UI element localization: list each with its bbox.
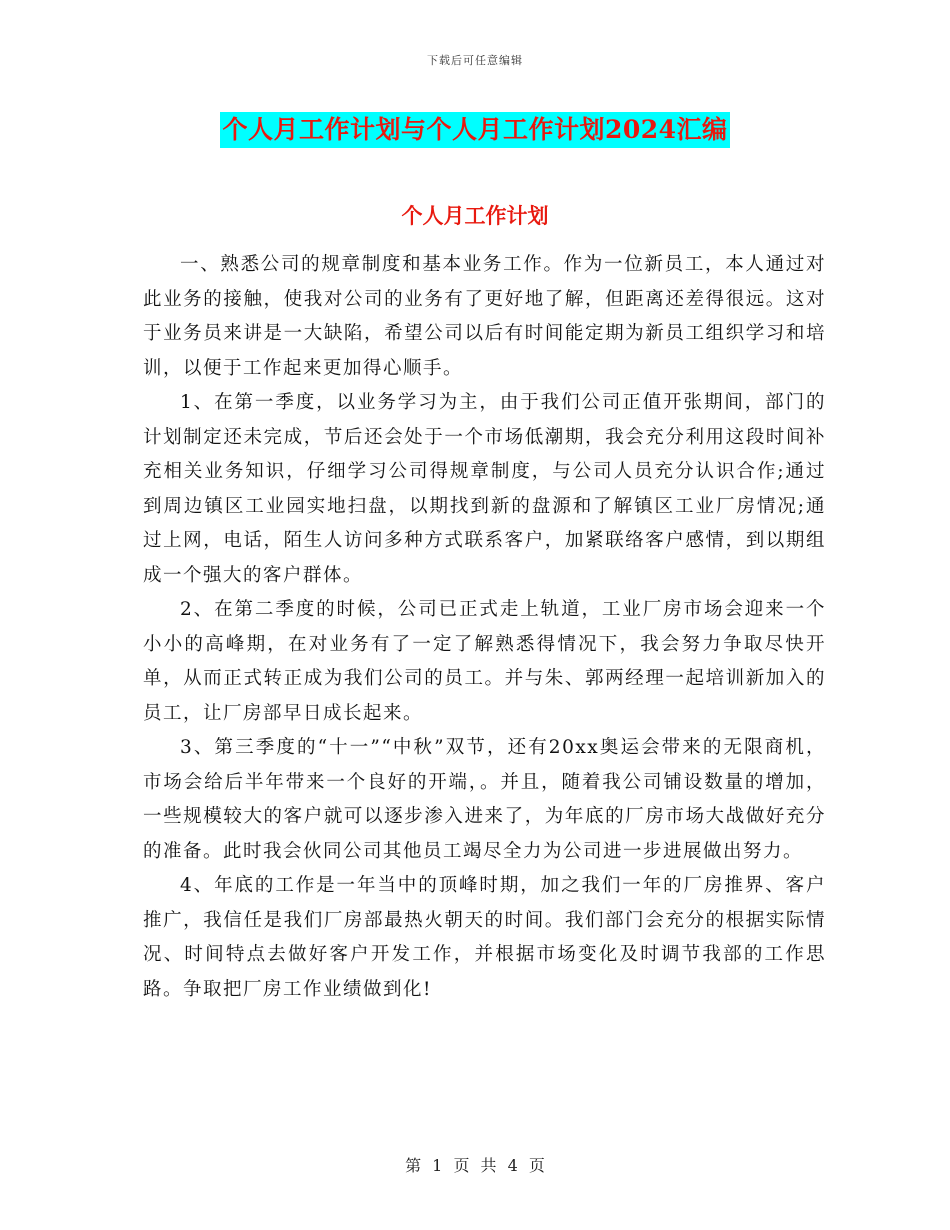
main-title-container xyxy=(0,112,950,148)
paragraph-intro: 一、熟悉公司的规章制度和基本业务工作。作为一位新员工，本人通过对此业务的接触，使我对公司的业务有了更好地了解，但距离还差得很远。这对于业务员来讲是一大缺陷，希望公司以后有时间能定期为新员工组织学习和培训，以便于工作起来更加得心顺手。 xyxy=(143,254,826,379)
main-title: 个人月工作计划与个人月工作计划2024汇编 xyxy=(220,112,729,148)
paragraph-q3: 3、第三季度的“十一”“中秋”双节，还有20xx奥运会带来的无限商机，市场会给后半年带来一个良好的开端，。并且，随着我公司铺设数量的增加，一些规模较大的客户就可以逐步渗入进来了，为年底的厂房市场大战做好充分的准备。此时我会伙同公司其他员工竭尽全力为公司进一步进展做出努力。 xyxy=(143,737,826,862)
paragraph-q4: 4、年底的工作是一年当中的顶峰时期，加之我们一年的厂房推界、客户推广，我信任是我们厂房部最热火朝天的时间。我们部门会充分的根据实际情况、时间特点去做好客户开发工作，并根据市场变化及时调节我部的工作思路。争取把厂房工作业绩做到化! xyxy=(143,875,826,1000)
paragraph-q1: 1、在第一季度，以业务学习为主，由于我们公司正值开张期间，部门的计划制定还未完成，节后还会处于一个市场低潮期，我会充分利用这段时间补充相关业务知识，仔细学习公司得规章制度，与公司人员充分认识合作;通过到周边镇区工业园实地扫盘，以期找到新的盘源和了解镇区工业厂房情况;通过上网，电话，陌生人访问多种方式联系客户，加紧联络客户感情，到以期组成一个强大的客户群体。 xyxy=(143,392,826,586)
header-note: 下载后可任意编辑 xyxy=(427,54,523,67)
page-number: 第 1 页 共 4 页 xyxy=(405,1156,545,1175)
paragraph-q2: 2、在第二季度的时候，公司已正式走上轨道，工业厂房市场会迎来一个小小的高峰期，在对业务有了一定了解熟悉得情况下，我会努力争取尽快开单，从而正式转正成为我们公司的员工。并与朱、郭两经理一起培训新加入的员工，让厂房部早日成长起来。 xyxy=(143,599,826,724)
body-text xyxy=(143,248,826,1007)
section-title: 个人月工作计划 xyxy=(401,203,549,228)
